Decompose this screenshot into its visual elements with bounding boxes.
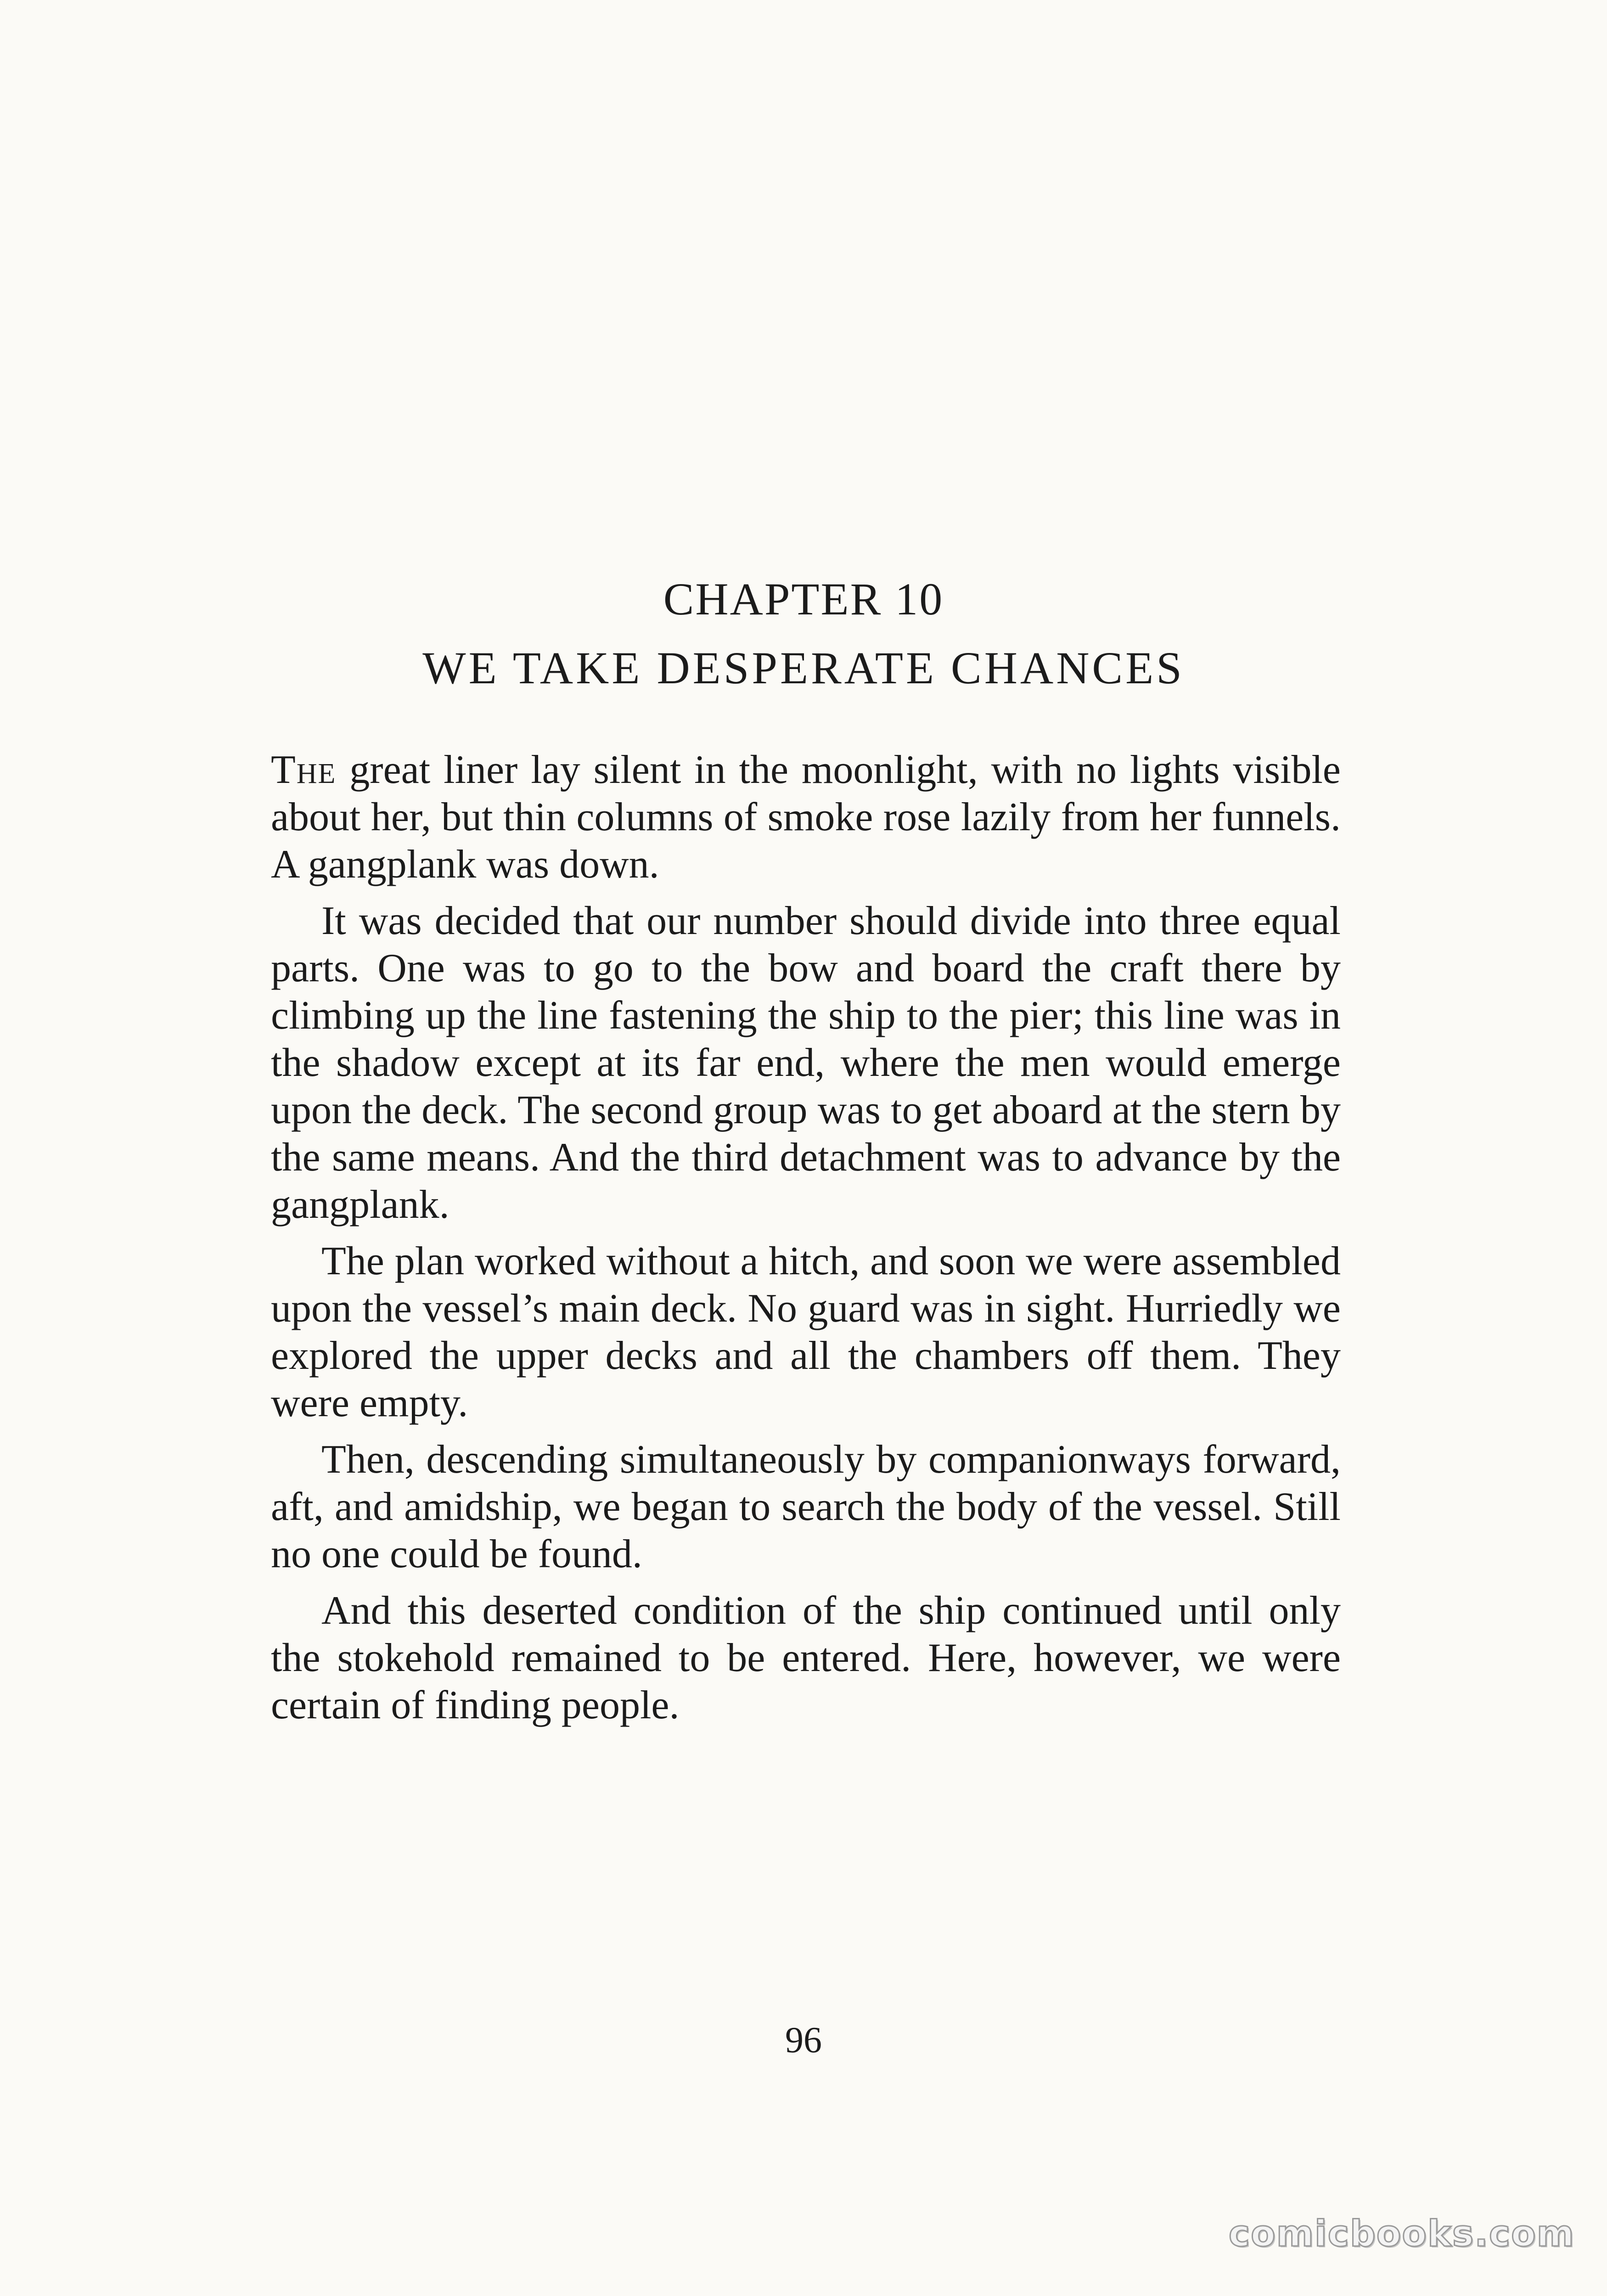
paragraph-text: great liner lay silent in the moonlight, with no lights visible about her, but thin columns of smoke rose lazily from her funnels. A gangplank was down. [271,748,1341,887]
chapter-title: WE TAKE DESPERATE CHANCES [422,642,1185,693]
paragraph [271,746,1341,888]
paragraph: Then, descending simultaneously by companionways forward, aft, and amidship, we began to search the body of the vessel. Still no one could be found. [271,1437,1341,1576]
chapter-body [271,746,1341,1738]
chapter-number: CHAPTER 10 [663,574,944,625]
page-number: 96 [785,2020,822,2060]
watermark-logo: comicbooks.com [1228,2213,1575,2255]
paragraph: And this deserted condition of the ship continued until only the stokehold remained to be entered. Here, however, we were certain of finding people. [271,1588,1341,1728]
opening-word: The [271,748,337,792]
paragraph: The plan worked without a hitch, and soon we were assembled upon the vessel’s main deck. No guard was in sight. Hurriedly we explored the upper decks and all the chambers off them. They were empty. [271,1239,1341,1425]
paragraph: It was decided that our number should divide into three equal parts. One was to go to the bow and board the craft there by climbing up the line fastening the ship to the pier; this line was in the shadow except at its far end, where the men would emerge upon the deck. The second group was to get aboard at the stern by the same means. And the third detachment was to advance by the gangplank. [271,899,1341,1227]
